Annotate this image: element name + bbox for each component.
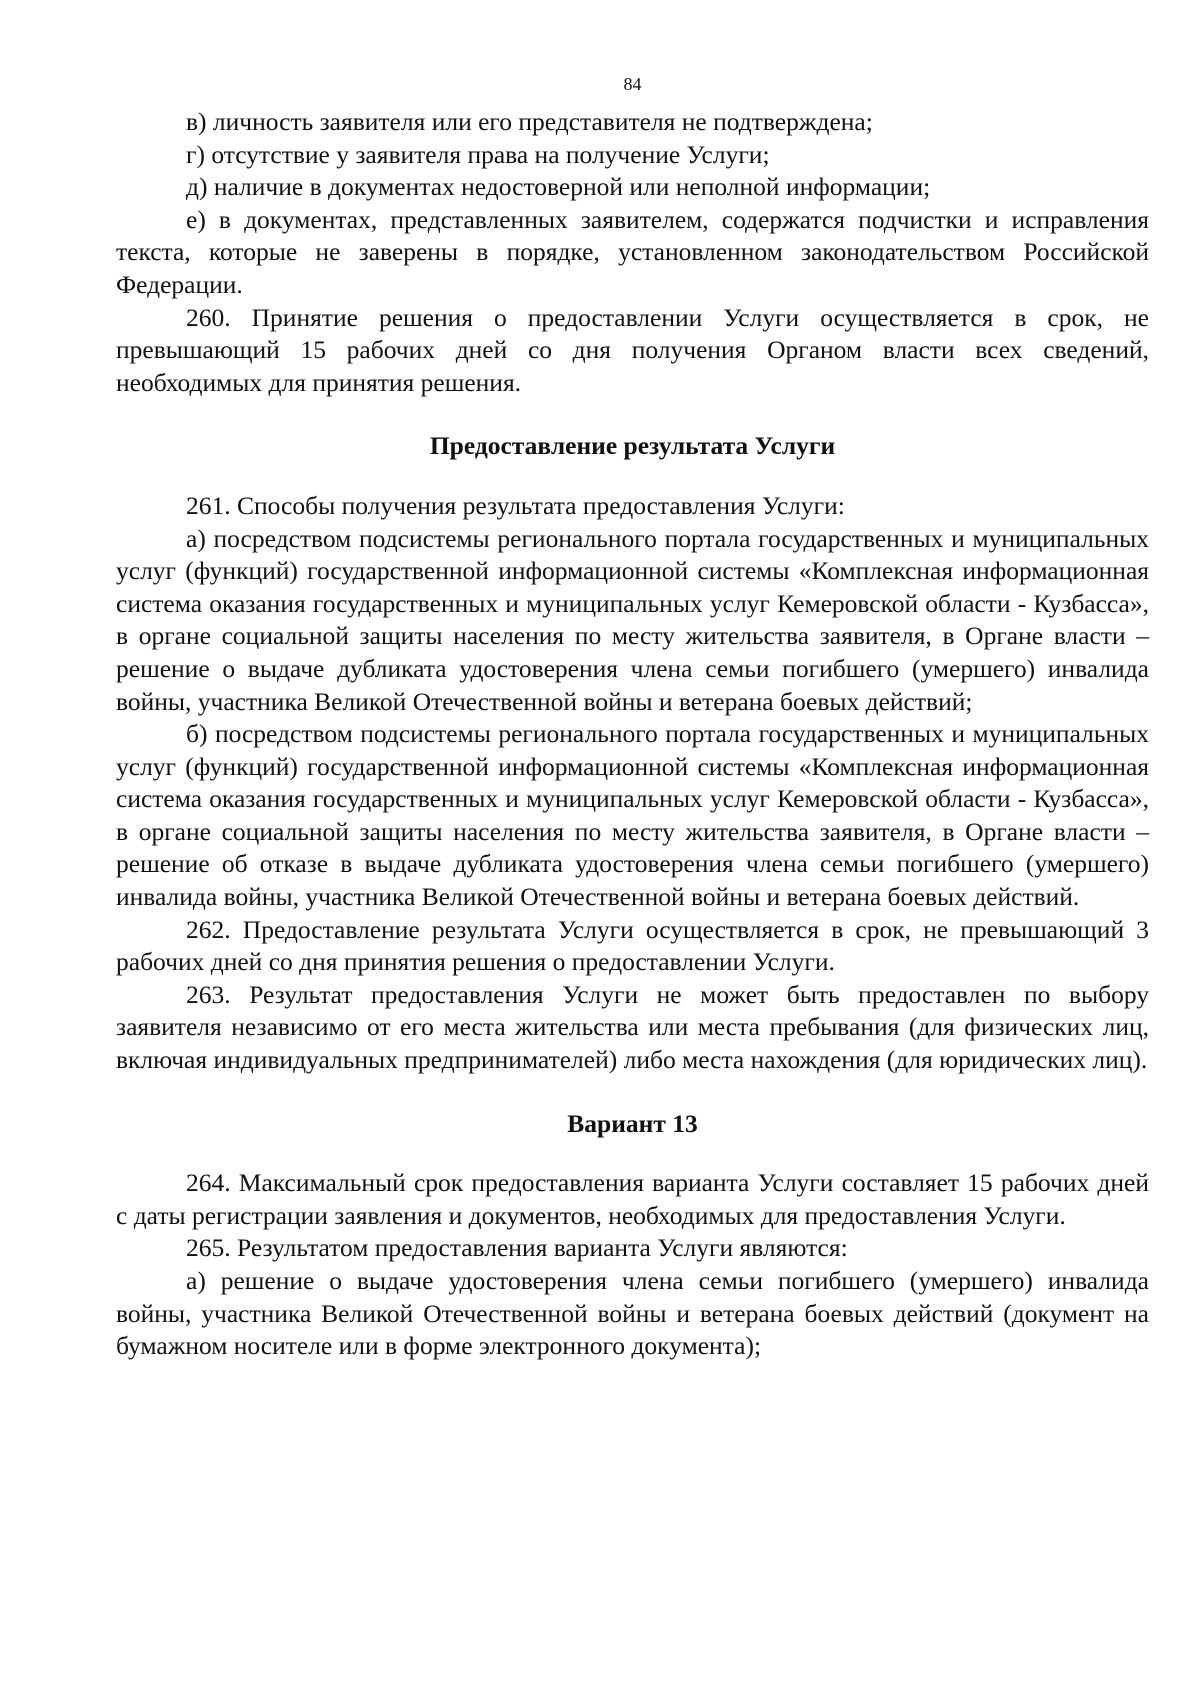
paragraph-265: 265. Результатом предоставления варианта Услуги являются: [186, 1233, 848, 1263]
paragraph-263: 263. Результат предоставления Услуги не может быть предоставлен по выбору заявителя независимо от его места жительства или места пребывания (для физических лиц, включая индивидуальных предпринимателей) либо места нахождения (для юридических лиц). [116, 979, 1149, 1075]
paragraph-261-b: б) посредством подсистемы регионального портала государственных и муниципальных услуг (функций) государственной информационной системы «Комплексная информационная система оказания государственных и муниципальных услуг Кемеровской области - Кузбасса», в органе социальной защиты населения по месту жительства заявителя, в Органе власти – решение об отказе в выдаче дубликата удостоверения члена семьи погибшего (умершего) инвалида войны, участника Великой Отечественной войны и ветерана боевых действий. [116, 719, 1149, 912]
page-number: 84 [623, 74, 642, 94]
heading-variant-13: Вариант 13 [567, 1108, 698, 1138]
clause-g: г) отсутствие у заявителя права на получение Услуги; [186, 139, 770, 169]
clause-d: д) наличие в документах недостоверной или неполной информации; [186, 172, 931, 202]
document-body [116, 106, 1149, 1363]
paragraph-265-a: а) решение о выдаче удостоверения члена семьи погибшего (умершего) инвалида войны, участника Великой Отечественной войны и ветерана боевых действий (документ на бумажном носителе или в форме электронного документа); [116, 1266, 1149, 1361]
clause-e: е) в документах, представленных заявителем, содержатся подчистки и исправления текста, которые не заверены в порядке, установленном законодательством Российской Федерации. [116, 204, 1149, 299]
paragraph-261: 261. Способы получения результата предоставления Услуги: [186, 490, 845, 520]
paragraph-262: 262. Предоставление результата Услуги осуществляется в срок, не превышающий 3 рабочих дней со дня принятия решения о предоставлении Услуги. [116, 914, 1149, 977]
heading-result: Предоставление результата Услуги [429, 431, 836, 461]
paragraph-264: 264. Максимальный срок предоставления варианта Услуги составляет 15 рабочих дней с даты регистрации заявления и документов, необходимых для предоставления Услуги. [116, 1168, 1149, 1230]
paragraph-260: 260. Принятие решения о предоставлении Услуги осуществляется в срок, не превышающий 15 рабочих дней со дня получения Органом власти всех сведений, необходимых для принятия решения. [116, 302, 1149, 397]
clause-v: в) личность заявителя или его представителя не подтверждена; [186, 107, 873, 136]
paragraph-261-a: а) посредством подсистемы регионального портала государственных и муниципальных услуг (функций) государственной информационной системы «Комплексная информационная система оказания государственных и муниципальных услуг Кемеровской области - Кузбасса», в органе социальной защиты населения по месту жительства заявителя, в Органе власти – решение о выдаче дубликата удостоверения члена семьи погибшего (умершего) инвалида войны, участника Великой Отечественной войны и ветерана боевых действий; [116, 523, 1149, 716]
